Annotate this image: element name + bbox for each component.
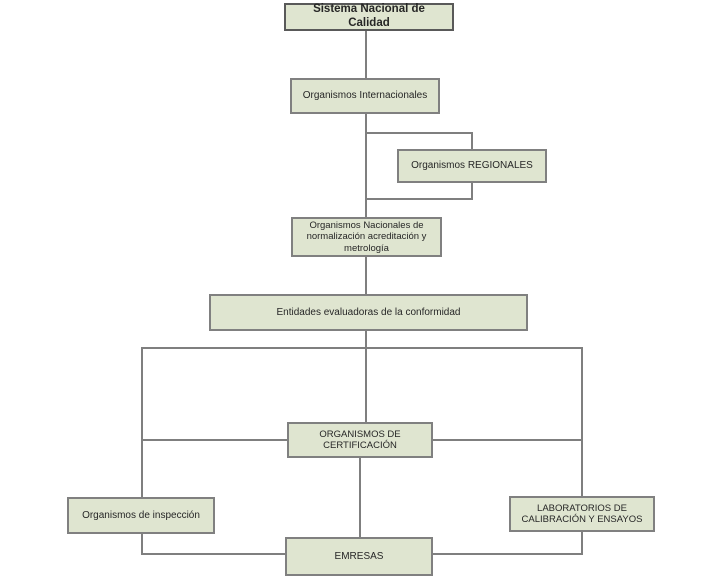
connector-branch-regionales-bottom-h (365, 198, 473, 200)
node-entidades-evaluadoras: Entidades evaluadoras de la conformidad (209, 294, 528, 331)
node-organismos-de-inspeccion: Organismos de inspección (67, 497, 215, 534)
connector-branch-regionales-top-h (365, 132, 473, 134)
node-organismos-nacionales: Organismos Nacionales de normalización acreditación y metrología (291, 217, 442, 257)
node-laboratorios-calibracion-ensayos: LABORATORIOS DE CALIBRACIÓN Y ENSAYOS (509, 496, 655, 532)
connector-empresas-right-h (433, 553, 583, 555)
connector-top-rail-h (141, 347, 583, 349)
connector-certificacion-left-h (141, 439, 287, 441)
node-organismos-de-certificacion: ORGANISMOS DE CERTIFICACIÓN (287, 422, 433, 458)
connector-empresas-left-h (141, 553, 285, 555)
node-sistema-nacional-de-calidad: Sistema Nacional de Calidad (284, 3, 454, 31)
connector-internacionales-to-nacionales (365, 114, 367, 217)
connector-certificacion-to-empresas (359, 458, 361, 537)
connector-nacionales-to-entidades (365, 257, 367, 294)
connector-title-to-internacionales (365, 31, 367, 79)
connector-certificacion-right-h (433, 439, 583, 441)
node-empresas: EMRESAS (285, 537, 433, 576)
node-organismos-regionales: Organismos REGIONALES (397, 149, 547, 183)
connector-entidades-to-certificacion (365, 331, 367, 422)
connector-branch-regionales-top-v (471, 132, 473, 150)
node-organismos-internacionales: Organismos Internacionales (290, 78, 440, 114)
